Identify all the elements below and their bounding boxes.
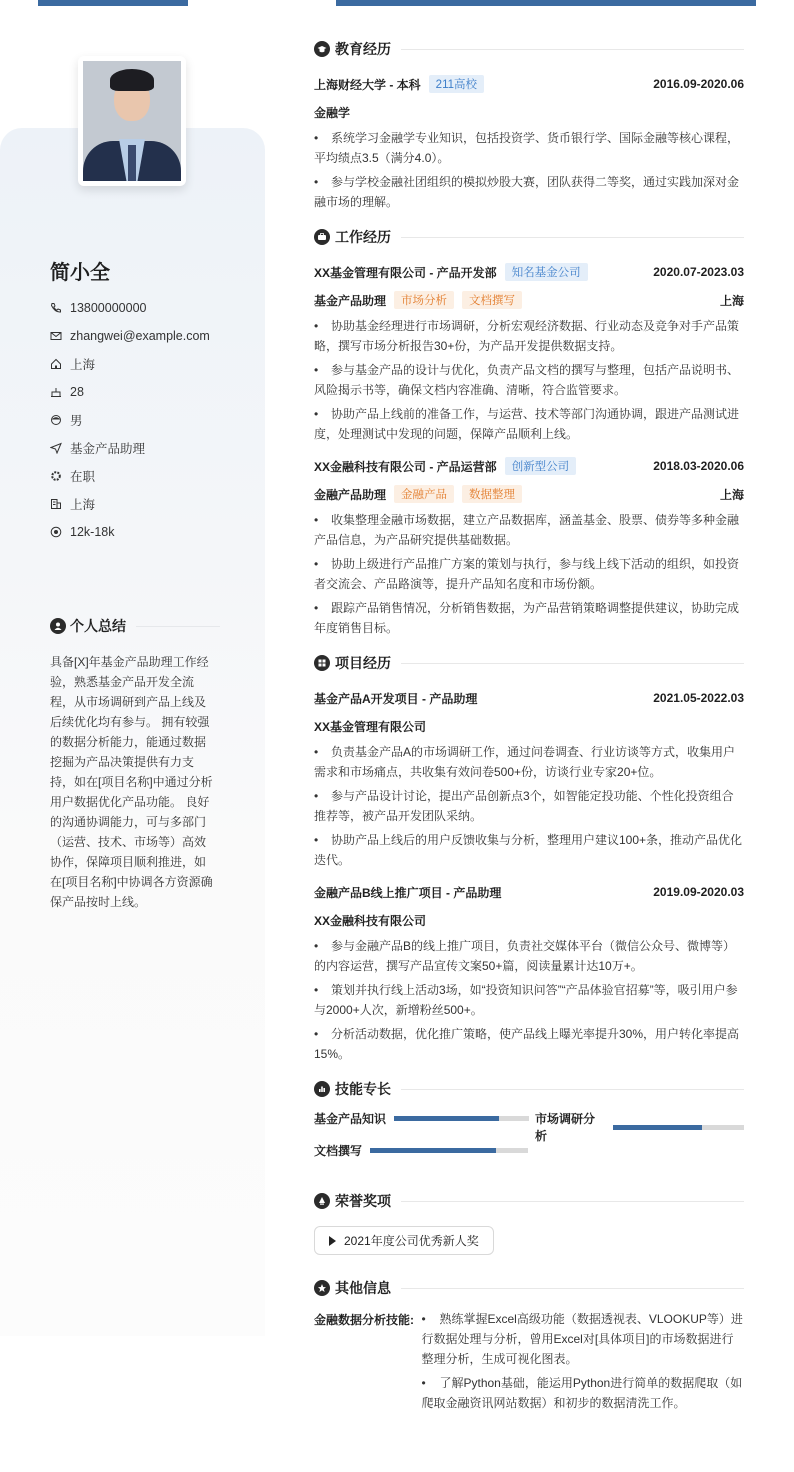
gender-icon bbox=[50, 414, 62, 426]
company-name: XX基金管理有限公司 - 产品开发部 bbox=[314, 265, 497, 280]
role-tag: 市场分析 bbox=[394, 291, 454, 309]
job-role: 金融产品助理 bbox=[314, 487, 387, 502]
list-item: • 参与基金产品的设计与优化，负责产品文档的撰写与整理，包括产品说明书、风险揭示书等，确保文档内容准确、清晰，符合监管要求。 bbox=[314, 360, 744, 400]
education-header-row bbox=[314, 70, 744, 98]
main-content bbox=[314, 38, 744, 1417]
phone-icon bbox=[50, 302, 62, 314]
summary-text: 具备[X]年基金产品助理工作经验，熟悉基金产品开发全流程，从市场调研到产品上线及后续优化均有参与。 拥有较强的数据分析能力，能通过数据挖掘为产品决策提供有力支持，如在[项目名称]中通过分析用户数据优化产品功能。 良好的沟通协调能力，可与多部门（运营、技术、市场等）高效协作，保障项目顺利推进，如在[项目名称]中协调各方资源确保产品按时上线。 bbox=[50, 655, 213, 909]
job-period: 2020.07-2023.03 bbox=[653, 265, 744, 279]
project-entry bbox=[314, 684, 744, 870]
role-tag: 金融产品 bbox=[394, 485, 454, 503]
list-item: • 协助产品上线前的准备工作，与运营、技术等部门沟通协调，跟进产品测试进度，处理测试中发现的问题，保障产品顺利上线。 bbox=[314, 404, 744, 444]
list-item: • 跟踪产品销售情况，分析销售数据，为产品营销策略调整提供建议，协助完成年度销售目标。 bbox=[314, 598, 744, 638]
skills-section bbox=[314, 1078, 744, 1176]
user-icon bbox=[50, 618, 66, 634]
info-position: 基金产品助理 bbox=[50, 434, 210, 462]
project-period: 2021.05-2022.03 bbox=[653, 691, 744, 705]
skills-list bbox=[314, 1110, 744, 1176]
project-name: 金融产品B线上推广项目 - 产品助理 bbox=[314, 885, 502, 900]
role-tag: 数据整理 bbox=[462, 485, 522, 503]
send-icon bbox=[50, 442, 62, 454]
other-label: 金融数据分析技能: bbox=[314, 1313, 414, 1327]
skill-bar bbox=[370, 1148, 528, 1153]
avatar bbox=[83, 61, 181, 181]
education-major-row bbox=[314, 98, 744, 126]
project-name: 基金产品A开发项目 - 产品助理 bbox=[314, 691, 478, 706]
school-name: 上海财经大学 - 本科 bbox=[314, 77, 421, 92]
skill-bar bbox=[394, 1116, 529, 1121]
list-item: • 分析活动数据，优化推广策略，使产品线上曝光率提升30%，用户转化率提高15%。 bbox=[314, 1024, 744, 1064]
building-icon bbox=[50, 498, 62, 510]
project-org: XX金融科技有限公司 bbox=[314, 913, 427, 928]
work-heading: 工作经历 bbox=[314, 226, 744, 248]
company-tag: 创新型公司 bbox=[505, 457, 577, 475]
list-item: • 协助上级进行产品推广方案的策划与执行，参与线上线下活动的组织，如投资者交流会、产品路演等，提升产品知名度和市场份额。 bbox=[314, 554, 744, 594]
skill-item: 市场调研分析 bbox=[535, 1110, 744, 1144]
list-item: • 负责基金产品A的市场调研工作，通过问卷调查、行业访谈等方式，收集用户需求和市场痛点，共收集有效问卷500+份，访谈行业专家20+位。 bbox=[314, 742, 744, 782]
education-bullets bbox=[314, 128, 744, 212]
graduation-cap-icon bbox=[314, 41, 330, 57]
job-entry bbox=[314, 452, 744, 638]
project-period: 2019.09-2020.03 bbox=[653, 885, 744, 899]
info-gender: 男 bbox=[50, 406, 210, 434]
profile-photo bbox=[78, 56, 186, 186]
star-icon bbox=[314, 1280, 330, 1296]
info-status: 在职 bbox=[50, 462, 210, 490]
company-name: XX金融科技有限公司 - 产品运营部 bbox=[314, 459, 497, 474]
list-item: • 了解Python基础，能运用Python进行简单的数据爬取（如爬取金融资讯网站数据）和初步的数据清洗工作。 bbox=[422, 1373, 745, 1413]
accent-bar-left bbox=[38, 0, 188, 6]
contact-info-list bbox=[50, 294, 210, 546]
skill-item: 文档撰写 bbox=[314, 1142, 528, 1159]
list-item: • 收集整理金融市场数据，建立产品数据库，涵盖基金、股票、债券等多种金融产品信息，为产品研究提供基础数据。 bbox=[314, 510, 744, 550]
info-email: zhangwei@example.com bbox=[50, 322, 210, 350]
list-item: • 协助产品上线后的用户反馈收集与分析，整理用户建议100+条，推动产品优化迭代。 bbox=[314, 830, 744, 870]
list-item: • 策划并执行线上活动3场，如“投资知识问答”“产品体验官招募”等，吸引用户参与2000+人次，新增粉丝500+。 bbox=[314, 980, 744, 1020]
list-item: • 参与产品设计讨论，提出产品创新点3个，如智能定投功能、个性化投资组合推荐等，被产品开发团队采纳。 bbox=[314, 786, 744, 826]
project-entry bbox=[314, 878, 744, 1064]
project-org: XX基金管理有限公司 bbox=[314, 719, 427, 734]
triangle-right-icon bbox=[329, 1236, 336, 1246]
major: 金融学 bbox=[314, 105, 351, 120]
school-tag: 211高校 bbox=[429, 75, 484, 93]
role-tag: 文档撰写 bbox=[462, 291, 522, 309]
mail-icon bbox=[50, 330, 62, 342]
other-section bbox=[314, 1277, 744, 1417]
other-info-row bbox=[314, 1309, 744, 1417]
info-age: 28 bbox=[50, 378, 210, 406]
job-period: 2018.03-2020.06 bbox=[653, 459, 744, 473]
info-salary: 12k-18k bbox=[50, 518, 210, 546]
grid-icon bbox=[314, 655, 330, 671]
trophy-icon bbox=[314, 1193, 330, 1209]
skill-bar bbox=[613, 1125, 744, 1130]
education-section bbox=[314, 38, 744, 212]
info-location: 上海 bbox=[50, 350, 210, 378]
accent-bar-right bbox=[336, 0, 756, 6]
briefcase-icon bbox=[314, 229, 330, 245]
list-item: • 熟练掌握Excel高级功能（数据透视表、VLOOKUP等）进行数据处理与分析，曾用Excel对[具体项目]的市场数据进行整理分析，生成可视化图表。 bbox=[422, 1309, 745, 1369]
list-item: • 参与金融产品B的线上推广项目，负责社交媒体平台（微信公众号、微博等）的内容运营，撰写产品宣传文案50+篇，阅读量累计达10万+。 bbox=[314, 936, 744, 976]
cake-icon bbox=[50, 386, 62, 398]
list-item: • 协助基金经理进行市场调研，分析宏观经济数据、行业动态及竞争对手产品策略，撰写市场分析报告30+份，为产品开发提供数据支持。 bbox=[314, 316, 744, 356]
divider bbox=[136, 626, 220, 627]
bar-chart-icon bbox=[314, 1081, 330, 1097]
other-heading: 其他信息 bbox=[314, 1277, 744, 1299]
company-tag: 知名基金公司 bbox=[505, 263, 588, 281]
home-icon bbox=[50, 358, 62, 370]
divider bbox=[401, 237, 744, 238]
info-work-city: 上海 bbox=[50, 490, 210, 518]
awards-heading: 荣誉奖项 bbox=[314, 1190, 744, 1212]
summary-heading: 个人总结 bbox=[50, 616, 220, 636]
education-period: 2016.09-2020.06 bbox=[653, 77, 744, 91]
skill-item: 基金产品知识 bbox=[314, 1110, 529, 1127]
list-item: • 参与学校金融社团组织的模拟炒股大赛，团队获得二等奖，通过实践加深对金融市场的理解。 bbox=[314, 172, 744, 212]
projects-heading: 项目经历 bbox=[314, 652, 744, 674]
projects-section bbox=[314, 652, 744, 1064]
work-section bbox=[314, 226, 744, 638]
job-city: 上海 bbox=[719, 293, 744, 308]
candidate-name: 简小全 bbox=[50, 262, 110, 284]
info-phone: 13800000000 bbox=[50, 294, 210, 322]
list-item: • 系统学习金融学专业知识，包括投资学、货币银行学、国际金融等核心课程，平均绩点3.5（满分4.0）。 bbox=[314, 128, 744, 168]
job-role: 基金产品助理 bbox=[314, 293, 387, 308]
job-city: 上海 bbox=[719, 487, 744, 502]
divider bbox=[401, 663, 744, 664]
divider bbox=[401, 1089, 744, 1090]
award-item: 2021年度公司优秀新人奖 bbox=[314, 1226, 494, 1255]
divider bbox=[401, 1288, 744, 1289]
status-icon bbox=[50, 470, 62, 482]
divider bbox=[401, 1201, 744, 1202]
skills-heading: 技能专长 bbox=[314, 1078, 744, 1100]
job-entry bbox=[314, 258, 744, 444]
divider bbox=[401, 49, 744, 50]
awards-section bbox=[314, 1190, 744, 1277]
education-heading: 教育经历 bbox=[314, 38, 744, 60]
salary-icon bbox=[50, 526, 62, 538]
